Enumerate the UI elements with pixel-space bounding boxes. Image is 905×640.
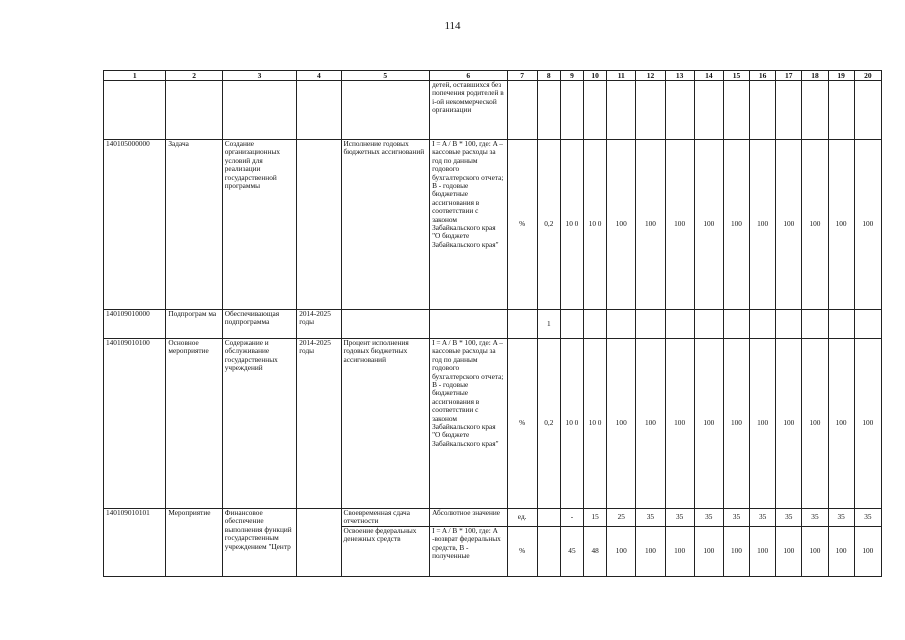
cell-unit: %	[507, 339, 537, 509]
cell-code: 140109010101	[104, 509, 166, 577]
column-header: 18	[802, 71, 828, 81]
cell-value: 35	[802, 509, 828, 527]
cell-value: 100	[828, 140, 854, 310]
cell-indicator: Освоение федеральных денежных средств	[341, 526, 430, 576]
cell-code: 140109010100	[104, 339, 166, 509]
cell-value: 10 0	[584, 140, 607, 310]
cell-value: 35	[636, 509, 665, 527]
indicator-table	[103, 70, 882, 577]
cell-value: 100	[636, 339, 665, 509]
cell-value: 1	[537, 310, 560, 339]
cell-value: 35	[776, 509, 802, 527]
cell-value: 100	[665, 339, 694, 509]
cell-value: 35	[828, 509, 854, 527]
cell-value: 0,2	[537, 339, 560, 509]
table-row	[104, 339, 882, 509]
cell-formula: I = A / B * 100, где: A – кассовые расходы за год по данным годового бухгалтерского отчета; B - годовые бюджетные ассигнования в соответствии с законом Забайкальского края "О бюджете Забайкальского края"	[430, 339, 507, 509]
cell-value: 100	[776, 526, 802, 576]
cell-value	[537, 526, 560, 576]
cell-value: 100	[723, 526, 749, 576]
column-header: 15	[723, 71, 749, 81]
cell-value: 100	[665, 526, 694, 576]
table-row	[104, 140, 882, 310]
cell-value: 100	[854, 339, 881, 509]
cell-value: 45	[560, 526, 583, 576]
cell-value: 100	[694, 339, 723, 509]
cell-value: 10 0	[560, 339, 583, 509]
cell-type: Мероприятие	[166, 509, 222, 577]
cell-value: 35	[694, 509, 723, 527]
table-row	[104, 509, 882, 527]
table-row	[104, 81, 882, 140]
cell-value: 48	[584, 526, 607, 576]
column-header: 5	[341, 71, 430, 81]
cell-period	[297, 140, 341, 310]
cell-value: 100	[854, 526, 881, 576]
column-header: 14	[694, 71, 723, 81]
column-header: 2	[166, 71, 222, 81]
cell-value: 100	[802, 526, 828, 576]
cell-period: 2014-2025 годы	[297, 310, 341, 339]
cell-value: 100	[802, 339, 828, 509]
cell-value: 35	[854, 509, 881, 527]
cell-value: 100	[828, 526, 854, 576]
cell-unit: %	[507, 526, 537, 576]
column-header: 4	[297, 71, 341, 81]
cell-value: -	[560, 509, 583, 527]
cell-value: 35	[665, 509, 694, 527]
cell-value: 100	[694, 526, 723, 576]
cell-value: 100	[723, 339, 749, 509]
cell-unit: %	[507, 140, 537, 310]
cell-unit: ед.	[507, 509, 537, 527]
cell-name: Обеспечивающая подпрограмма	[222, 310, 296, 339]
column-header: 1	[104, 71, 166, 81]
cell-value: 100	[694, 140, 723, 310]
column-header: 20	[854, 71, 881, 81]
cell-value: 100	[854, 140, 881, 310]
cell-formula: детей, оставшихся без попечения родителей в i-ой некоммерческой организации	[430, 81, 507, 140]
cell-value: 35	[750, 509, 776, 527]
cell-name: Финансовое обеспечение выполнения функций государственным учреждением "Центр	[222, 509, 296, 577]
cell-formula: Абсолютное значение	[430, 509, 507, 527]
cell-value: 100	[750, 526, 776, 576]
cell-indicator: Процент исполнения годовых бюджетных ассигнований	[341, 339, 430, 509]
cell-value: 100	[802, 140, 828, 310]
cell-code: 140109010000	[104, 310, 166, 339]
cell-type: Задача	[166, 140, 222, 310]
cell-name: Создание организационных условий для реализации государственной программы	[222, 140, 296, 310]
cell-code: 140105000000	[104, 140, 166, 310]
column-header: 10	[584, 71, 607, 81]
column-header: 7	[507, 71, 537, 81]
cell-value: 100	[607, 140, 636, 310]
column-header: 8	[537, 71, 560, 81]
cell-value	[537, 509, 560, 527]
cell-value: 10 0	[560, 140, 583, 310]
cell-value: 100	[750, 339, 776, 509]
page-number: 114	[444, 20, 461, 32]
cell-indicator: Исполнение годовых бюджетных ассигнований	[341, 140, 430, 310]
cell-value: 100	[607, 339, 636, 509]
column-header: 3	[222, 71, 296, 81]
cell-value: 100	[828, 339, 854, 509]
cell-indicator: Своевременная сдача отчетности	[341, 509, 430, 527]
cell-formula: I = A / B * 100, где: A -возврат федеральных средств, B - полученные	[430, 526, 507, 576]
cell-value: 10 0	[584, 339, 607, 509]
cell-value: 100	[636, 140, 665, 310]
column-header: 13	[665, 71, 694, 81]
cell-value: 100	[776, 140, 802, 310]
cell-type: Основное мероприятие	[166, 339, 222, 509]
cell-value: 35	[723, 509, 749, 527]
header-row	[104, 71, 882, 81]
column-header: 16	[750, 71, 776, 81]
cell-formula: I = A / B * 100, где: A – кассовые расходы за год по данным годового бухгалтерского отчета; B - годовые бюджетные ассигнования в соответствии с законом Забайкальского края "О бюджете Забайкальского края"	[430, 140, 507, 310]
cell-type: Подпрограм ма	[166, 310, 222, 339]
cell-name: Содержание и обслуживание государственных учреждений	[222, 339, 296, 509]
column-header: 6	[430, 71, 507, 81]
table-row	[104, 310, 882, 339]
cell-value: 15	[584, 509, 607, 527]
column-header: 19	[828, 71, 854, 81]
cell-value: 25	[607, 509, 636, 527]
cell-value: 100	[607, 526, 636, 576]
cell-value: 100	[665, 140, 694, 310]
column-header: 11	[607, 71, 636, 81]
cell-value: 100	[636, 526, 665, 576]
cell-value: 100	[750, 140, 776, 310]
column-header: 9	[560, 71, 583, 81]
cell-value: 100	[723, 140, 749, 310]
column-header: 17	[776, 71, 802, 81]
cell-value: 100	[776, 339, 802, 509]
column-header: 12	[636, 71, 665, 81]
cell-value: 0,2	[537, 140, 560, 310]
cell-period: 2014-2025 годы	[297, 339, 341, 509]
